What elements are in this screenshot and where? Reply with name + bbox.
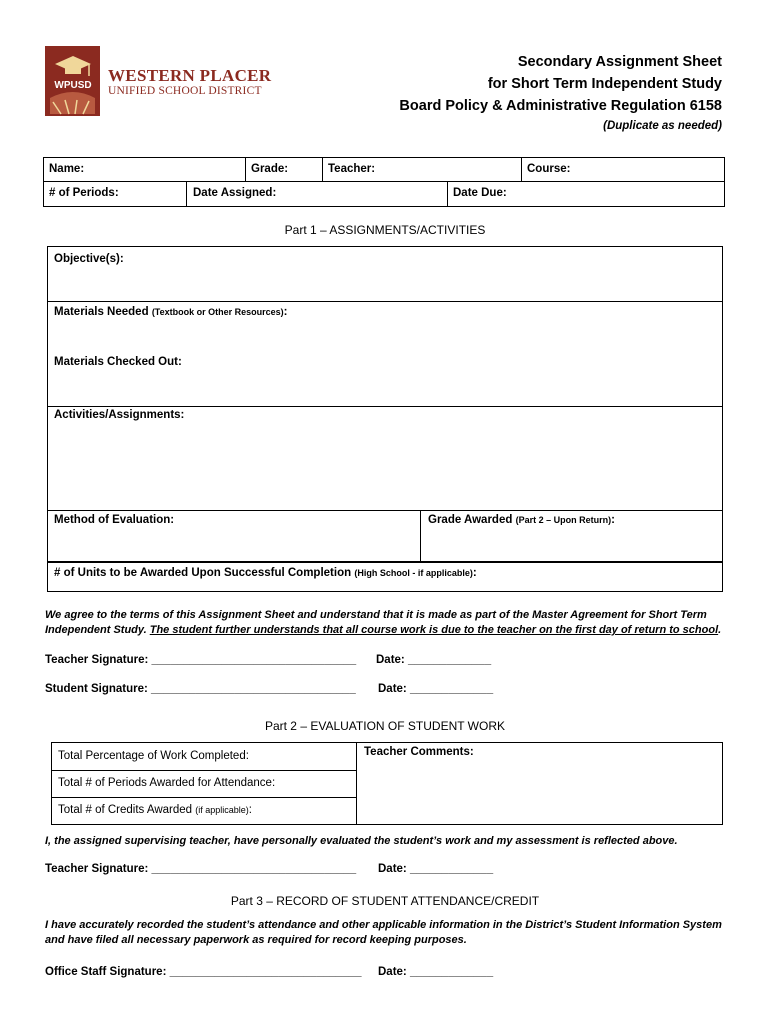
office-staff-signature[interactable]: Office Staff Signature: ______________________________ [45,966,362,978]
page-title-line2: for Short Term Independent Study [487,76,722,92]
page-title-line1: Secondary Assignment Sheet [517,54,722,70]
grade-awarded-colon: : [611,514,615,526]
units-field[interactable] [54,567,477,579]
office-staff-date[interactable]: Date: _____________ [378,966,494,978]
evaluation-statement: I, the assigned supervising teacher, have personally evaluated the student’s work and my assessment is reflected above. [45,835,678,847]
grade-awarded-label: Grade Awarded [428,514,513,526]
part1-teacher-date[interactable]: Date: _____________ [376,654,492,666]
units-note: (High School - if applicable) [354,568,473,578]
method-field[interactable]: Method of Evaluation: [54,514,175,526]
teacher-field[interactable]: Teacher: [328,163,376,175]
teacher-comments-field[interactable]: Teacher Comments: [364,746,474,758]
periods-awarded-field[interactable]: Total # of Periods Awarded for Attendance: [58,777,276,789]
activities-field[interactable]: Activities/Assignments: [54,409,185,421]
materials-needed-label: Materials Needed [54,306,149,318]
district-subname: UNIFIED SCHOOL DISTRICT [108,85,262,97]
grade-awarded-note: (Part 2 – Upon Return) [515,515,612,525]
name-field[interactable]: Name: [49,163,85,175]
logo-abbreviation: WPUSD [54,80,92,91]
materials-needed-note: (Textbook or Other Resources) [151,307,284,317]
part2-teacher-signature[interactable]: Teacher Signature: ________________________________ [45,863,357,875]
grade-awarded-field[interactable] [428,514,615,526]
credits-awarded-field[interactable] [58,804,252,816]
work-completed-field[interactable]: Total Percentage of Work Completed: [58,750,249,762]
units-colon: : [472,567,477,579]
materials-needed-colon: : [283,306,288,318]
part1-student-signature[interactable]: Student Signature: ________________________________ [45,683,356,695]
date-due-field[interactable]: Date Due: [453,187,507,199]
part3-title: Part 3 – RECORD OF STUDENT ATTENDANCE/CREDIT [230,894,540,908]
agreement-end: . [718,624,722,636]
agreement-text [45,608,729,638]
district-name: WESTERN PLACER [108,66,272,85]
credits-awarded-colon: : [248,804,252,816]
materials-checked-field[interactable]: Materials Checked Out: [54,356,182,368]
units-label: # of Units to be Awarded Upon Successful Completion [54,567,352,579]
student-info-table [43,157,725,207]
page-title-line3: Board Policy & Administrative Regulation 6158 [399,98,722,114]
credits-awarded-note: (if applicable) [195,805,249,815]
duplicate-note: (Duplicate as needed) [603,120,722,132]
attendance-statement: I have accurately recorded the student’s attendance and other applicable information in the District’s Student Information System and have filed all necessary paperwork as required for record keeping purposes. [45,919,722,946]
materials-needed-field[interactable] [54,306,288,318]
agreement-part-b: The student further understands that all course work is due to the teacher on the first day of return to school [149,624,719,636]
periods-field[interactable]: # of Periods: [49,187,119,199]
date-assigned-field[interactable]: Date Assigned: [193,187,277,199]
part2-teacher-date[interactable]: Date: _____________ [378,863,494,875]
objectives-field[interactable]: Objective(s): [54,253,124,265]
part1-teacher-signature[interactable]: Teacher Signature: ________________________________ [45,654,357,666]
course-field[interactable]: Course: [527,163,571,175]
part1-student-date[interactable]: Date: _____________ [378,683,494,695]
grade-field[interactable]: Grade: [251,163,289,175]
part2-title: Part 2 – EVALUATION OF STUDENT WORK [264,719,506,733]
credits-awarded-label: Total # of Credits Awarded [58,804,193,816]
agreement-part-a: We agree to the terms of this Assignment Sheet and understand that it is made as part of the Master Agreement for Short Term Independent Study. [45,609,707,636]
part1-title: Part 1 – ASSIGNMENTS/ACTIVITIES [284,223,486,237]
